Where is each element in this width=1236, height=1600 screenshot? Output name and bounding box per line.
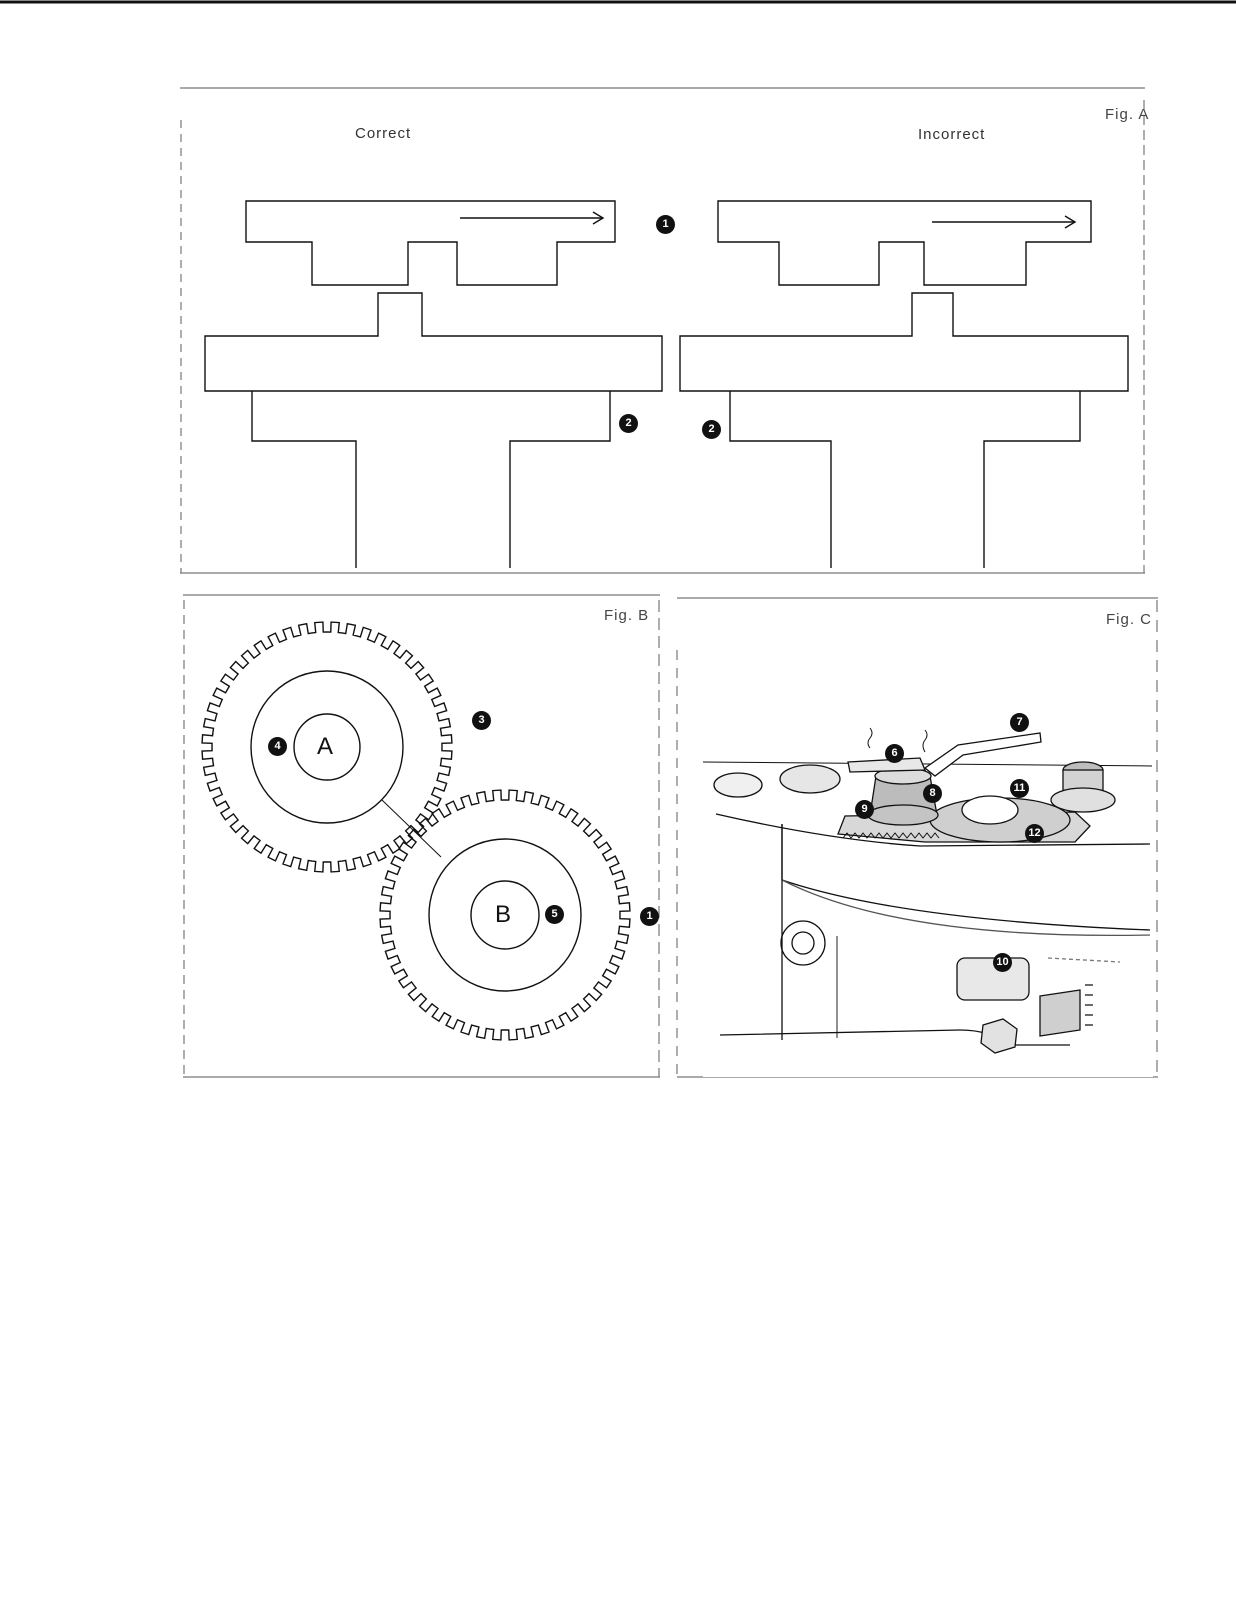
gear-b-letter: B — [495, 901, 512, 928]
callout-9: 9 — [855, 800, 874, 819]
lower-plate-incorrect — [680, 293, 1128, 391]
callout-10: 10 — [993, 953, 1012, 972]
lower-plate-correct — [205, 293, 662, 391]
callout-2-incorrect: 2 — [702, 420, 721, 439]
fig-a-frame — [180, 88, 1145, 573]
fig-a-label: Fig. A — [1105, 106, 1150, 123]
callout-5: 5 — [545, 905, 564, 924]
callout-11: 11 — [1010, 779, 1029, 798]
threaded-screw — [1040, 990, 1080, 1036]
callout-12: 12 — [1025, 824, 1044, 843]
callout-1-fig-a: 1 — [656, 215, 675, 234]
callout-1-fig-b: 1 — [640, 907, 659, 926]
fig-c-mechanism-photo — [703, 728, 1153, 1077]
fig-c-label: Fig. C — [1106, 611, 1153, 628]
callout-2-correct: 2 — [619, 414, 638, 433]
upper-rack-incorrect — [718, 201, 1091, 285]
gear-a-letter: A — [317, 733, 334, 760]
upper-rack-correct — [246, 201, 615, 285]
fig-b-label: Fig. B — [604, 607, 650, 624]
fig-a-correct-assembly — [205, 201, 662, 568]
incorrect-label: Incorrect — [918, 126, 986, 143]
correct-label: Correct — [355, 125, 412, 142]
pulley-left — [780, 765, 840, 793]
callout-7: 7 — [1010, 713, 1029, 732]
callout-8: 8 — [923, 784, 942, 803]
callout-4: 4 — [268, 737, 287, 756]
callout-3: 3 — [472, 711, 491, 730]
base-block-incorrect — [730, 391, 1080, 568]
base-block-correct — [252, 391, 610, 568]
callout-6: 6 — [885, 744, 904, 763]
fig-a-incorrect-assembly — [680, 201, 1128, 568]
